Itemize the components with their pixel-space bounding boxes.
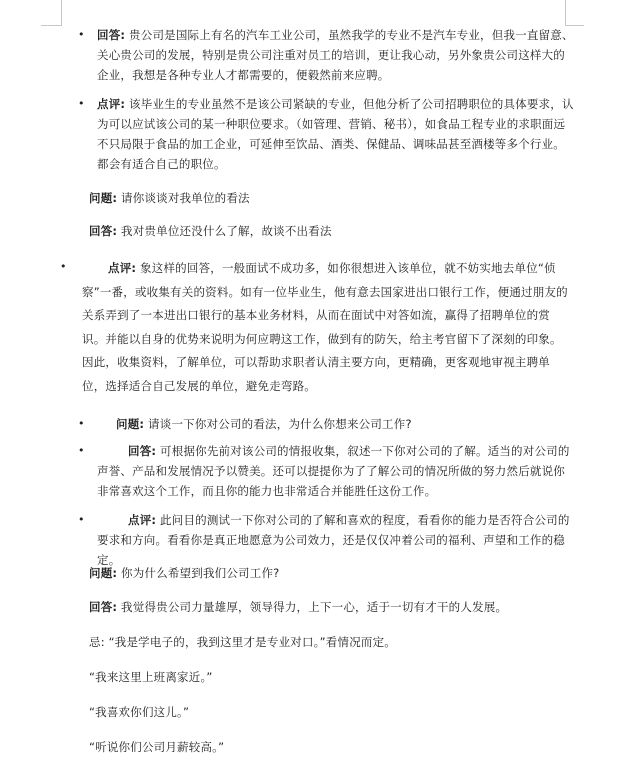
bullet-icon: •: [60, 260, 67, 273]
taboo-line: [89, 632, 569, 652]
question-text: 请你谈谈对我单位的看法: [117, 191, 250, 205]
question-paragraph: [116, 414, 576, 434]
answer-label: 回答:: [89, 600, 118, 614]
question-paragraph: [89, 188, 569, 208]
question-label: 问题:: [89, 191, 118, 205]
answer-text: 我觉得贵公司力量雄厚，领导得力，上下一心，适于一切有才干的人发展。: [117, 600, 508, 614]
answer-label: 回答:: [128, 444, 157, 458]
comment-text: 此问目的测试一下你对公司的了解和喜欢的程度，看看你的能力是否符合公司的要求和方向。看看你是真正地愿意为公司效力，还是仅仅冲着公司的福利、声望和工作的稳定。: [97, 513, 570, 567]
question-label: 问题:: [89, 566, 118, 580]
bullet-icon: •: [78, 444, 85, 457]
comment-label: 点评:: [108, 261, 137, 275]
answer-text: 我对贵单位还没什么了解，故谈不出看法: [117, 224, 332, 238]
comment-paragraph: [97, 94, 575, 174]
taboo-example-text: “我来这里上班离家近。”: [89, 670, 213, 684]
bullet-icon: •: [78, 97, 85, 110]
taboo-example: [89, 737, 569, 757]
taboo-example: [89, 702, 569, 722]
comment-paragraph: [97, 510, 575, 570]
question-label: 问题:: [116, 417, 145, 431]
answer-paragraph: [97, 25, 575, 85]
page-corner-mark-right: [565, 0, 584, 26]
answer-paragraph: [97, 441, 575, 501]
bullet-icon: •: [78, 417, 85, 430]
taboo-text: 忌: “我是学电子的，我到这里才是专业对口。”看情况而定。: [89, 635, 396, 649]
comment-text: 该毕业生的专业虽然不是该公司紧缺的专业，但他分析了公司招聘职位的具体要求，认为可以应试该公司的某一种职位要求。（如管理、营销、秘书），如食品工程专业的求职面远不只局限于食品的加工企业，可延伸至饮品、酒类、保健品、调味品甚至酒楼等多个行业。都会有适合自己的职位。: [97, 97, 574, 171]
question-text: 请谈一下你对公司的看法，为什么你想来公司工作?: [144, 417, 412, 431]
answer-paragraph: [89, 597, 569, 617]
question-paragraph: [89, 563, 569, 583]
page-corner-mark-left: [41, 0, 62, 26]
answer-paragraph: [89, 221, 569, 241]
comment-label: 点评:: [128, 513, 157, 527]
comment-paragraph: [82, 257, 572, 398]
answer-label: 回答:: [97, 28, 126, 42]
taboo-example-text: “听说你们公司月薪较高。”: [89, 740, 225, 754]
taboo-example: [89, 667, 569, 687]
answer-text: 贵公司是国际上有名的汽车工业公司，虽然我学的专业不是汽车专业，但我一直留意、关心贵公司的发展，特别是贵公司注重对员工的培训，更让我心动，另外象贵公司这样大的企业，我想是各种专业人才都需要的，便毅然前来应聘。: [97, 28, 574, 82]
taboo-example-text: “我喜欢你们这儿。”: [89, 705, 190, 719]
question-text: 你为什么希望到我们公司工作?: [117, 566, 280, 580]
comment-label: 点评:: [97, 97, 126, 111]
bullet-icon: •: [78, 28, 85, 41]
comment-text: 象这样的回答，一般面试不成功多，如你很想进入该单位，就不妨实地去单位“侦察”一番，或收集有关的资料。如有一位毕业生，他有意去国家进出口银行工作，便通过朋友的关系弄到了一本进出口银行的基本业务材料，从而在面试中对答如流，赢得了招聘单位的赏识。并能以自身的优势来说明为何应聘这工作，做到有的防矢，给主考官留下了深刻的印象。因此，收集资料，了解单位，可以帮助求职者认清主要方向，更精确，更客观地审视主聘单位，选择适合自己发展的单位，避免走弯路。: [82, 261, 568, 393]
bullet-icon: •: [78, 513, 85, 526]
answer-text: 可根据你先前对该公司的情报收集，叙述一下你对公司的了解。适当的对公司的声誉、产品和发展情况予以赞美。还可以提提你为了了解公司的情况所做的努力然后就说你非常喜欢这个工作，而且你的能力也非常适合并能胜任这份工作。: [97, 444, 570, 498]
answer-label: 回答:: [89, 224, 118, 238]
